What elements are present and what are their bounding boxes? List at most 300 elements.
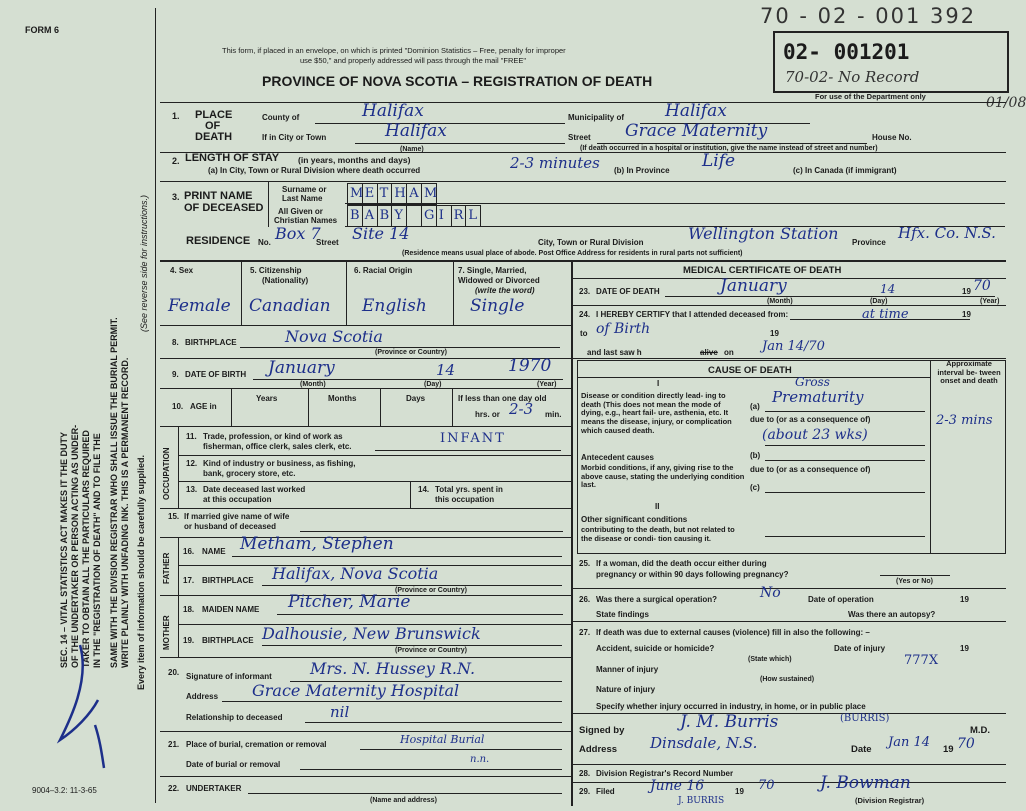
cause-a-value-1: Gross <box>795 375 830 389</box>
external-num: 27. <box>579 628 591 637</box>
antecedent-text: Morbid conditions, if any, giving rise to the above cause, stating the underlying condition last. <box>581 463 745 490</box>
street-value: Grace Maternity <box>625 121 768 141</box>
cause-a-line <box>765 411 925 412</box>
stay-province-label: (b) In Province <box>614 166 670 175</box>
name-letter: T <box>379 186 389 201</box>
mother-name-label: MAIDEN NAME <box>202 605 260 614</box>
envelope-notice-1: This form, if placed in an envelope, on which is printed "Dominion Statistics – Free, penalty for improper <box>222 46 566 55</box>
top-registration-number: 70 - 02 - 001 392 <box>760 4 977 28</box>
birthplace-num: 8. <box>172 338 179 347</box>
med-rule-2 <box>572 305 1006 306</box>
city-caption: (Name) <box>400 146 424 153</box>
age-div-4 <box>452 388 453 426</box>
stay-num: 2. <box>172 156 180 166</box>
age-num: 10. <box>172 402 184 411</box>
citizenship-sub: (Nationality) <box>262 276 309 285</box>
name-num: 3. <box>172 192 180 202</box>
given-label: All Given or <box>278 207 323 216</box>
cause-b: (b) <box>750 451 761 460</box>
cause-a-value-2: Prematurity <box>772 388 864 406</box>
cause-a-interval: 2-3 mins <box>936 413 993 428</box>
side-text-8: (See reverse side for instructions.) <box>139 194 149 332</box>
residence-label: RESIDENCE <box>186 235 251 247</box>
name-letter: E <box>364 186 375 201</box>
certify-num: 24. <box>579 310 591 319</box>
death-date-month: January <box>720 276 787 296</box>
certify-last-alive: alive <box>700 348 718 357</box>
burial-date-label: Date of burial or removal <box>186 760 281 769</box>
signed-by-value: J. M. Burris <box>680 712 779 732</box>
age-label: AGE in <box>190 402 217 411</box>
stay-province-value: Life <box>702 151 736 171</box>
form-code: 9004–3.2: 11-3-65 <box>32 786 97 795</box>
father-birthplace-caption: (Province or Country) <box>395 587 467 594</box>
name-label: PRINT NAME <box>184 190 253 202</box>
rule-4 <box>160 325 571 326</box>
certify-label: I HEREBY CERTIFY that I attended deceased from: <box>596 310 789 319</box>
cause-c-line <box>765 492 925 493</box>
informant-sig-value: Mrs. N. Hussey R.N. <box>310 659 476 678</box>
stay-city-label: (a) In City, Town or Rural Division where death occurred <box>208 166 421 175</box>
place-label-death: DEATH <box>195 131 233 143</box>
mother-side-div <box>178 595 179 657</box>
occ-div-13-14 <box>410 481 411 508</box>
cause-header-rule <box>577 377 930 378</box>
citizenship-value: Canadian <box>249 296 331 316</box>
burial-date-value: n.n. <box>470 754 490 765</box>
cause-b-line <box>765 460 925 461</box>
division-label: Division Registrar's Record Number <box>596 769 734 778</box>
rule-12 <box>160 731 571 732</box>
other-conditions-text: contributing to the death, but not related to the disease or condi- tion causing it. <box>581 525 735 543</box>
margin-rule <box>155 8 156 803</box>
side-text-4: IN THE "REGISTRATION OF DEATH" AND TO FILE THE <box>92 433 102 668</box>
autopsy-label: Was there an autopsy? <box>848 610 936 619</box>
med-rule-3 <box>572 358 1006 359</box>
birthplace-label: BIRTHPLACE <box>185 338 237 347</box>
street-line <box>597 143 867 144</box>
undertaker-line <box>248 793 562 794</box>
total-years-num: 14. <box>418 485 430 494</box>
signature-address-value: Dinsdale, N.S. <box>650 734 758 752</box>
side-text-6: WRITE PLAINLY WITH UNFADING INK. THIS IS A PERMANENT RECORD. <box>120 357 130 668</box>
trade-value: INFANT <box>440 431 506 446</box>
informant-rel-value: nil <box>330 703 350 721</box>
name-letter: I <box>438 208 444 223</box>
name-letter: Y <box>394 208 403 223</box>
residence-note: (Residence means usual place of abode. Post Office Address for residents in rural parts not sufficient) <box>402 250 743 257</box>
stay-label: LENGTH OF STAY <box>185 152 280 164</box>
father-name-num: 16. <box>183 547 195 556</box>
mother-side-label: MOTHER <box>162 615 171 650</box>
cause-due-1: due to (or as a consequence of) <box>750 415 871 424</box>
cause-roman-2: II <box>655 502 660 511</box>
stay-canada-label: (c) In Canada (if immigrant) <box>793 166 897 175</box>
citizenship-label: 5. Citizenship <box>250 266 302 275</box>
name-letter-box <box>451 205 467 227</box>
cause-a: (a) <box>750 402 760 411</box>
signature-date-value: Jan 14 <box>888 735 931 750</box>
other-line <box>765 536 925 537</box>
cause-header: CAUSE OF DEATH <box>708 365 792 376</box>
name-letter: R <box>453 208 464 223</box>
hospital-note: (If death occurred in a hospital or institution, give the name instead of street and number) <box>580 145 878 152</box>
rule-13 <box>160 776 571 777</box>
marital-label-2: Widowed or Divorced <box>458 276 540 285</box>
name-mid-line <box>345 203 1005 204</box>
burial-value: Hospital Burial <box>400 733 485 746</box>
external-label: If death was due to external causes (violence) fill in also the following: – <box>596 628 870 637</box>
dob-month-cap: (Month) <box>300 381 326 388</box>
father-birthplace-line <box>262 585 562 586</box>
name-letter: G <box>424 208 435 223</box>
surgery-findings-label: State findings <box>596 610 649 619</box>
injury-19: 19 <box>960 644 969 653</box>
age-min-label: min. <box>545 410 562 419</box>
surgery-num: 26. <box>579 595 591 604</box>
municipality-value: Halifax <box>665 101 727 121</box>
birthplace-line <box>240 347 560 348</box>
name-letter-box <box>436 205 452 227</box>
med-rule-8 <box>572 782 1006 783</box>
death-date-year: 70 <box>973 278 991 294</box>
side-text-3: TAKER TO OBTAIN ALL THE PARTICULARS REQUIRED <box>81 430 91 668</box>
occ-rule-1 <box>178 455 571 456</box>
pregnancy-line <box>880 575 950 576</box>
rule-7 <box>160 426 571 427</box>
filed-registrar-caption: (Division Registrar) <box>855 796 925 805</box>
place-num: 1. <box>172 111 180 121</box>
residence-street-value: Site 14 <box>352 224 410 243</box>
column-split <box>571 261 573 806</box>
med-rule-6 <box>572 713 1006 714</box>
manner-how: (How sustained) <box>760 676 815 683</box>
rule-6 <box>160 388 571 389</box>
certify-from-value: at time <box>862 307 909 322</box>
accident-which: (State which) <box>748 656 792 663</box>
cause-direct-label: Disease or condition directly lead- ing to death (This does not mean the mode of dying, e.g., heart fail- ure, asthenia, etc. It means the disease, injury, or complication which caused death. <box>581 391 732 435</box>
burial-line <box>360 749 562 750</box>
city-label: If in City or Town <box>262 133 327 142</box>
total-years-label-2: this occupation <box>435 495 495 504</box>
pregnancy-num: 25. <box>579 559 591 568</box>
occ-side-div <box>178 426 179 508</box>
registration-number: 02- 001201 <box>783 40 910 64</box>
mother-name-num: 18. <box>183 605 195 614</box>
undertaker-num: 22. <box>168 784 180 793</box>
death-date-num: 23. <box>579 287 591 296</box>
md-label: M.D. <box>970 725 991 736</box>
name-letter: A <box>364 208 375 223</box>
house-label: House No. <box>872 133 912 142</box>
side-text-7: Every item of information should be carefully supplied. <box>136 454 146 690</box>
med-rule-4 <box>572 588 1006 589</box>
name-letter: A <box>409 186 419 201</box>
death-date-line <box>665 296 995 297</box>
death-date-19: 19 <box>962 287 971 296</box>
industry-num: 12. <box>186 459 198 468</box>
age-min-value: 2-3 <box>509 400 534 418</box>
interval-header: Approximate interval be- tween onset and death <box>937 359 1001 386</box>
name-letter-box <box>406 183 422 205</box>
rule-11 <box>160 657 571 658</box>
age-div-2 <box>308 388 309 426</box>
residence-no-value: Box 7 <box>275 224 321 243</box>
name-letter-box <box>362 183 378 205</box>
residence-city-value: Wellington Station <box>688 224 839 243</box>
name-letter-box <box>421 183 437 205</box>
antecedent-label: Antecedent causes <box>581 453 654 462</box>
certify-to-label: to <box>580 329 588 338</box>
dob-day: 14 <box>436 361 456 379</box>
residence-province-value: Hfx. Co. N.S. <box>898 224 996 242</box>
filed-by: J. BURRIS <box>678 796 725 806</box>
trade-num: 11. <box>186 432 197 441</box>
father-birthplace-num: 17. <box>183 576 195 585</box>
undertaker-caption: (Name and address) <box>370 797 437 804</box>
occ-rule-2 <box>178 481 571 482</box>
informant-rel-line <box>305 722 562 723</box>
form-title: PROVINCE OF NOVA SCOTIA – REGISTRATION OF DEATH <box>262 73 653 89</box>
age-days-label: Days <box>406 394 426 403</box>
cause-roman-1: I <box>657 379 660 388</box>
birthplace-caption: (Province or Country) <box>375 349 447 356</box>
name-label-2: OF DECEASED <box>184 202 264 214</box>
dob-label: DATE OF BIRTH <box>185 370 247 379</box>
name-letter-box <box>391 183 407 205</box>
name-letter: L <box>468 208 478 223</box>
name-letter-box <box>421 205 437 227</box>
father-side-div <box>178 537 179 595</box>
total-years-label: Total yrs. spent in <box>435 485 503 494</box>
racial-label: 6. Racial Origin <box>354 266 413 275</box>
racial-value: English <box>362 296 427 316</box>
mother-name-value: Pitcher, Marie <box>288 592 411 612</box>
mother-birthplace-value: Dalhousie, New Brunswick <box>262 624 481 643</box>
filed-num: 29. <box>579 787 591 796</box>
trade-label-2: fisherman, office clerk, sales clerk, etc. <box>203 442 352 451</box>
name-letter: H <box>394 186 406 201</box>
father-name-line <box>232 556 562 557</box>
filed-label: Filed <box>596 787 615 796</box>
pregnancy-label-2: pregnancy or within 90 days following pregnancy? <box>596 570 789 579</box>
signature-address-label: Address <box>579 744 618 755</box>
trade-line <box>375 450 561 451</box>
injury-value: 777X <box>904 653 939 668</box>
certify-19b: 19 <box>770 329 779 338</box>
filed-19: 19 <box>735 787 744 796</box>
industry-label-2: bank, grocery store, etc. <box>203 469 296 478</box>
mother-birthplace-caption: (Province or Country) <box>395 647 467 654</box>
dob-month: January <box>268 358 335 378</box>
med-rule-5 <box>572 621 1006 622</box>
pregnancy-caption: (Yes or No) <box>896 578 933 585</box>
certify-last-value: Jan 14/70 <box>762 339 825 354</box>
last-worked-label-2: at this occupation <box>203 495 272 504</box>
margin-signature-mark <box>40 640 120 770</box>
undertaker-label: UNDERTAKER <box>186 784 242 793</box>
street-label: Street <box>568 133 591 142</box>
filed-registrar: J. Bowman <box>820 773 911 793</box>
cause-interval-div <box>930 360 931 553</box>
name-letter-box <box>347 183 363 205</box>
residence-city-label: City, Town or Rural Division <box>538 238 644 247</box>
age-less-label: If less than one day old <box>458 394 547 403</box>
mother-birthplace-num: 19. <box>183 636 195 645</box>
city-value: Halifax <box>385 121 447 141</box>
residence-province-label: Province <box>852 238 886 247</box>
age-months-label: Months <box>328 394 357 403</box>
surgery-label: Was there a surgical operation? <box>596 595 718 604</box>
accident-label: Accident, suicide or homicide? <box>596 644 715 653</box>
father-birthplace-value: Halifax, Nova Scotia <box>272 564 439 583</box>
death-day-cap: (Day) <box>870 298 888 305</box>
signature-year: 70 <box>957 736 975 752</box>
personal-div-3 <box>453 261 454 325</box>
father-side-label: FATHER <box>162 552 171 584</box>
name-letter: B <box>379 208 390 223</box>
dob-line <box>253 379 563 380</box>
signed-by-label: Signed by <box>579 725 625 736</box>
rule-8 <box>160 508 571 509</box>
spouse-label: If married give name of wife <box>184 512 290 521</box>
stay-sub: (in years, months and days) <box>298 155 411 165</box>
personal-div-2 <box>346 261 347 325</box>
county-value: Halifax <box>362 101 424 121</box>
medical-header: MEDICAL CERTIFICATE OF DEATH <box>683 265 842 276</box>
industry-label: Kind of industry or business, as fishing, <box>203 459 356 468</box>
sex-value: Female <box>168 296 231 316</box>
residence-no-label: No. <box>258 238 271 247</box>
cause-a2-line <box>765 445 925 446</box>
informant-address-line <box>222 701 562 702</box>
age-years-label: Years <box>256 394 278 403</box>
death-month-cap: (Month) <box>767 298 793 305</box>
burial-label: Place of burial, cremation or removal <box>186 740 327 749</box>
age-div-1 <box>231 388 232 426</box>
certify-last-label: and last saw h <box>587 348 642 357</box>
place-label-of: OF <box>205 120 221 132</box>
municipality-label: Municipality of <box>568 113 624 122</box>
registration-handwritten: 70-02- No Record <box>785 68 920 86</box>
birthplace-value: Nova Scotia <box>285 327 383 346</box>
death-date-day: 14 <box>880 282 896 296</box>
given-label-2: Christian Names <box>274 216 338 225</box>
city-line <box>355 143 565 144</box>
informant-num: 20. <box>168 668 180 677</box>
father-name-label: NAME <box>202 547 226 556</box>
informant-address-label: Address <box>186 692 219 701</box>
marital-label-3: (write the word) <box>475 286 535 295</box>
margin-corner-note: 01/08 <box>986 95 1026 111</box>
surname-label: Surname or <box>282 185 327 194</box>
side-text-2: OF THE UNDERTAKER OR PERSON ACTING AS UNDER- <box>70 424 80 668</box>
cause-a-value-3: (about 23 wks) <box>762 427 868 443</box>
side-text-1: SEC. 14 – VITAL STATISTICS ACT MAKES IT THE DUTY <box>59 431 69 668</box>
personal-div-1 <box>241 261 242 325</box>
burial-num: 21. <box>168 740 180 749</box>
spouse-num: 15. <box>168 512 180 521</box>
name-letter: M <box>424 186 438 201</box>
certify-last-on: on <box>724 348 734 357</box>
other-conditions-label: Other significant conditions <box>581 515 688 524</box>
informant-sig-label: Signature of informant <box>186 672 272 681</box>
spouse-label-2: or husband of deceased <box>184 522 277 531</box>
surgery-date-label: Date of operation <box>808 595 874 604</box>
name-letter: B <box>350 208 360 223</box>
signed-by-print: (BURRIS) <box>840 713 890 724</box>
informant-rel-label: Relationship to deceased <box>186 713 283 722</box>
death-date-label: DATE OF DEATH <box>596 287 660 296</box>
surgery-19: 19 <box>960 595 969 604</box>
surname-label-2: Last Name <box>282 194 323 203</box>
last-worked-num: 13. <box>186 485 198 494</box>
father-birthplace-label: BIRTHPLACE <box>202 576 254 585</box>
form-label: FORM 6 <box>25 25 60 35</box>
name-letter: M <box>350 186 364 201</box>
rule-top <box>160 102 1006 103</box>
name-letter-box <box>465 205 481 227</box>
mother-birthplace-label: BIRTHPLACE <box>202 636 254 645</box>
manner-label: Manner of injury <box>596 665 659 674</box>
filed-value: June 16 <box>650 778 705 794</box>
med-rule-1 <box>572 278 1006 279</box>
filed-year: 70 <box>758 778 775 793</box>
death-year-cap: (Year) <box>980 298 1000 305</box>
residence-street-label: Street <box>316 238 339 247</box>
rule-1 <box>160 152 1006 153</box>
dob-year-cap: (Year) <box>537 381 557 388</box>
dob-day-cap: (Day) <box>424 381 442 388</box>
mother-birthplace-line <box>262 645 562 646</box>
dob-year: 1970 <box>508 356 552 376</box>
mother-name-line <box>277 614 563 615</box>
registration-caption: For use of the Department only <box>815 92 926 101</box>
nature-label: Nature of injury <box>596 685 656 694</box>
med-rule-7 <box>572 764 1006 765</box>
sex-label: 4. Sex <box>170 266 194 275</box>
place-label: PLACE <box>195 109 233 121</box>
name-letter-box <box>377 183 393 205</box>
signature-19: 19 <box>943 744 954 755</box>
certify-19a: 19 <box>962 310 971 319</box>
trade-label: Trade, profession, or kind of work as <box>203 432 343 441</box>
last-worked-label: Date deceased last worked <box>203 485 306 494</box>
stay-city-value: 2-3 minutes <box>510 154 600 172</box>
rule-2 <box>160 181 1006 182</box>
signature-date-label: Date <box>851 744 872 755</box>
envelope-notice-2: use $50," and properly addressed will pass through the mail "FREE" <box>300 56 527 65</box>
occupation-side-label: OCCUPATION <box>162 447 171 500</box>
burial-date-line <box>300 769 562 770</box>
marital-label: 7. Single, Married, <box>458 266 527 275</box>
side-text-5: SAME WITH THE DIVISION REGISTRAR WHO SHALL ISSUE THE BURIAL PERMIT. <box>109 317 119 668</box>
dob-num: 9. <box>172 370 179 379</box>
cause-due-2: due to (or as a consequence of) <box>750 465 871 474</box>
pregnancy-label: If a woman, did the death occur either during <box>596 559 767 568</box>
injury-date-label: Date of injury <box>834 644 886 653</box>
marital-value: Single <box>470 296 525 316</box>
cause-c: (c) <box>750 483 760 492</box>
name-divider <box>268 182 269 227</box>
division-num: 28. <box>579 769 591 778</box>
age-hrs-label: hrs. or <box>475 410 500 419</box>
age-div-3 <box>380 388 381 426</box>
specify-label: Specify whether injury occurred in industry, in home, or in public place <box>596 702 866 711</box>
surgery-value: No <box>760 585 781 601</box>
certify-to-value: of Birth <box>596 321 651 337</box>
informant-address-value: Grace Maternity Hospital <box>252 681 460 700</box>
